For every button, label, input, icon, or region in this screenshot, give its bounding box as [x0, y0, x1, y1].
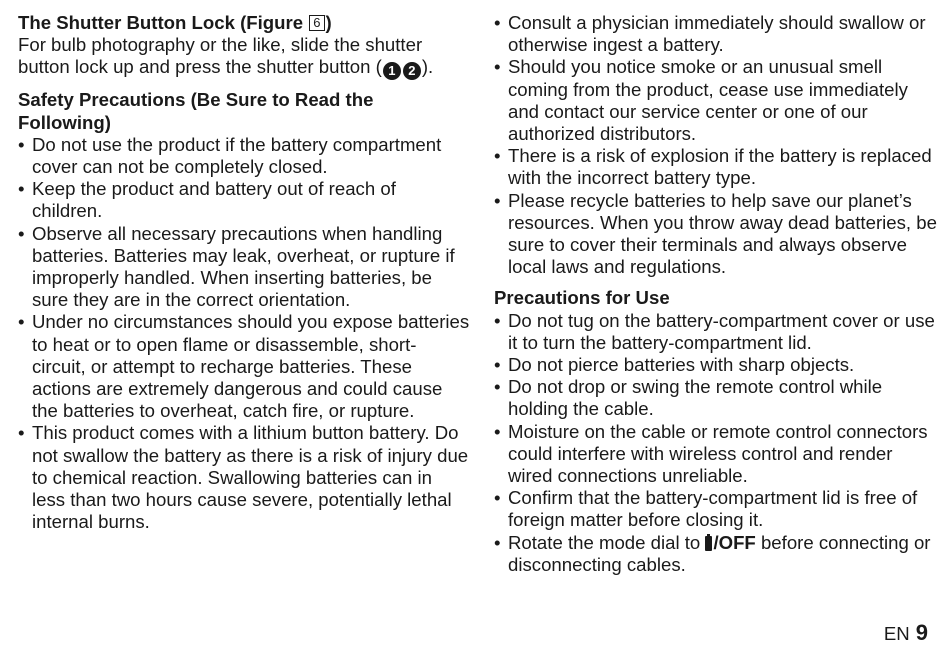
list-item: • Under no circumstances should you expose batteries to heat or to open flame or disassemble, short-circuit, or attempt to recharge batteries. These actions are extremely dangerous and could cause the batteries to overheat, catch fire, or rupture. [18, 311, 470, 422]
off-label: /OFF [713, 531, 756, 553]
shutter-lock-body: For bulb photography or the like, slide the shutter button lock up and press the shutter button ( 1 2 ). [18, 34, 434, 79]
shutter-lock-section [18, 12, 470, 80]
list-item: • Rotate the mode dial to /OFF before connecting or disconnecting cables. [494, 532, 939, 576]
battery-icon [705, 536, 712, 551]
list-item: • Moisture on the cable or remote control connectors could interfere with wireless control and render wired connections unreliable. [494, 421, 939, 488]
precautions-list [494, 310, 939, 576]
list-item: • Do not tug on the battery-compartment cover or use it to turn the battery-compartment lid. [494, 310, 939, 354]
safety-continued-list [494, 12, 939, 278]
shutter-lock-heading: The Shutter Button Lock (Figure 6 ) [18, 12, 332, 33]
list-item: • Keep the product and battery out of reach of children. [18, 178, 470, 222]
list-item: • Observe all necessary precautions when handling batteries. Batteries may leak, overheat, or rupture if improperly handled. When inserting batteries, be sure they are in the correct orientation. [18, 223, 470, 312]
step-1-icon: 1 [383, 62, 401, 80]
language-code: EN [883, 623, 910, 644]
list-item: • Consult a physician immediately should swallow or otherwise ingest a battery. [494, 12, 939, 56]
list-item: • There is a risk of explosion if the battery is replaced with the incorrect battery type. [494, 145, 939, 189]
safety-list [18, 134, 470, 534]
list-item: • Do not use the product if the battery compartment cover can not be completely closed. [18, 134, 470, 178]
step-2-icon: 2 [403, 62, 421, 80]
list-item: • This product comes with a lithium button battery. Do not swallow the battery as there is a risk of injury due to chemical reaction. Swallowing batteries can in less than two hours cause severe, potentially lethal internal burns. [18, 422, 470, 533]
page-footer [884, 621, 928, 646]
list-item: • Should you notice smoke or an unusual smell coming from the product, cease use immediately and contact our service center or one of our authorized distributors. [494, 56, 939, 145]
safety-heading: Safety Precautions (Be Sure to Read the Following) [18, 89, 374, 133]
right-column [494, 12, 939, 585]
safety-section [18, 89, 470, 533]
safety-continued-section [494, 12, 939, 278]
figure-reference-box: 6 [309, 15, 324, 31]
precautions-heading: Precautions for Use [494, 287, 670, 309]
list-item: • Do not drop or swing the remote control while holding the cable. [494, 376, 939, 420]
list-item: • Please recycle batteries to help save our planet’s resources. When you throw away dead batteries, be sure to cover their terminals and always observe local laws and regulations. [494, 190, 939, 279]
list-item: • Do not pierce batteries with sharp objects. [494, 354, 939, 376]
precautions-section [494, 287, 939, 576]
list-item: • Confirm that the battery-compartment lid is free of foreign matter before closing it. [494, 487, 939, 531]
page-number: 9 [915, 620, 928, 645]
left-column [18, 12, 470, 542]
